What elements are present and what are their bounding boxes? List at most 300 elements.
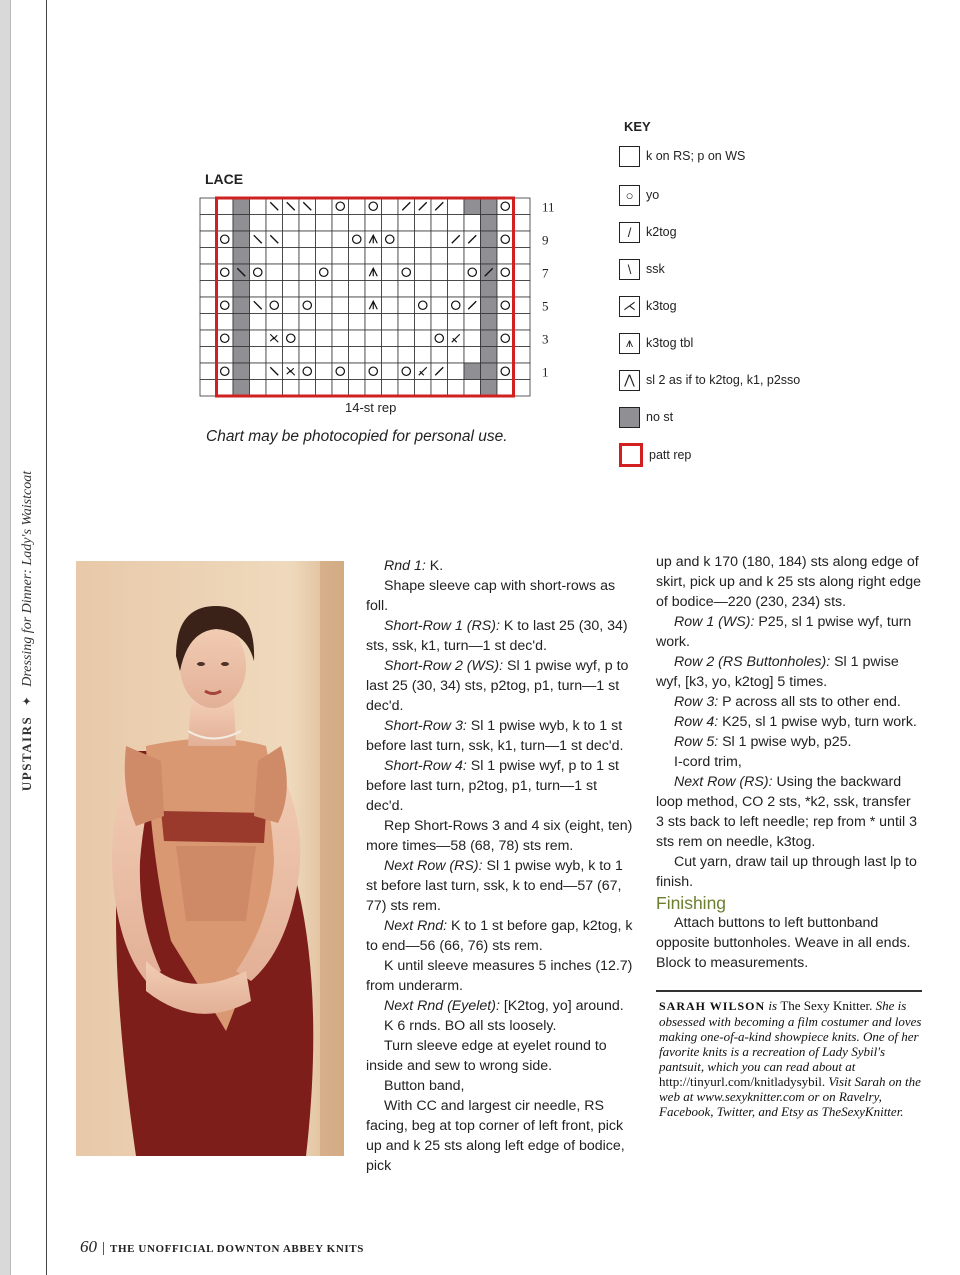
key-symbol	[619, 146, 640, 167]
chart-cell	[415, 281, 432, 298]
chart-cell	[415, 264, 432, 281]
chart-cell	[431, 380, 448, 397]
key-label: ssk	[646, 262, 665, 276]
key-symbol	[619, 443, 643, 467]
bio-text: She is obsessed with becoming a film costumer and loves making one-of-a-kind showpiece knits. One of her favorite knits is a recreation of Lady Sybil's pantsuit, which you can read about at	[659, 998, 922, 1074]
chart-cell	[316, 281, 333, 298]
chart-cell	[365, 248, 382, 265]
chart-cell	[217, 380, 234, 397]
chart-rep-label: 14-st rep	[345, 400, 397, 415]
chart-cell	[514, 347, 531, 364]
chart-cell	[316, 248, 333, 265]
chart-cell	[464, 215, 481, 232]
chart-cell	[299, 248, 316, 265]
col2a-paragraph	[656, 712, 922, 732]
chart-cell	[514, 314, 531, 331]
col2a-paragraph	[656, 852, 922, 892]
chart-cell	[514, 248, 531, 265]
chart-cell	[497, 347, 514, 364]
key-item	[619, 183, 659, 207]
paragraph-text: K.	[425, 558, 444, 574]
chart-cell	[514, 297, 531, 314]
bio-url: http://tinyurl.com/knitladysybil.	[659, 1074, 826, 1089]
col1-paragraph	[366, 1036, 634, 1076]
chart-row-number: 11	[542, 199, 555, 215]
key-item	[619, 331, 693, 355]
bio-title: The Sexy Knitter.	[780, 998, 873, 1013]
paragraph-text: Sl 1 pwise wyf, p to last 25 (30, 34) sts, p2tog, p1, turn—1 st dec'd.	[366, 658, 629, 714]
chart-cell	[200, 380, 217, 397]
paragraph-text: Turn sleeve edge at eyelet round to inside and sew to wrong side.	[366, 1038, 607, 1074]
chart-cell	[431, 215, 448, 232]
chart-cell	[283, 330, 300, 347]
chart-cell	[349, 314, 366, 331]
col2a-paragraph	[656, 652, 922, 692]
chart-cell	[299, 281, 316, 298]
chart-cell	[332, 297, 349, 314]
chart-cell	[382, 264, 399, 281]
chart-cell	[283, 231, 300, 248]
chart-cell	[398, 347, 415, 364]
chart-nost-cell	[233, 231, 250, 248]
chart-nost-cell	[464, 363, 481, 380]
chart-cell	[448, 347, 465, 364]
chart-cell	[217, 363, 234, 380]
chart-cell	[431, 264, 448, 281]
chart-cell	[464, 281, 481, 298]
chart-cell	[332, 314, 349, 331]
chart-cell	[497, 297, 514, 314]
chart-cell	[398, 248, 415, 265]
chart-row-number: 1	[542, 364, 549, 380]
chart-cell	[283, 380, 300, 397]
finishing-text: Attach buttons to left buttonband opposite buttonholes. Weave in all ends. Block to measurements.	[656, 915, 911, 971]
chart-cell	[431, 248, 448, 265]
chart-cell	[497, 264, 514, 281]
chart-cell	[250, 380, 267, 397]
chart-cell	[415, 380, 432, 397]
chart-cell	[316, 264, 333, 281]
paragraph-text: Cut yarn, draw tail up through last lp to finish.	[656, 854, 917, 890]
chart-cell	[217, 347, 234, 364]
key-title: KEY	[624, 119, 651, 134]
chart-cell	[217, 314, 234, 331]
finishing-heading: Finishing	[656, 893, 727, 913]
chart-cell	[299, 363, 316, 380]
chart-cell	[332, 347, 349, 364]
chart-cell	[497, 248, 514, 265]
chart-cell	[365, 215, 382, 232]
chart-cell	[398, 330, 415, 347]
chart-cell	[382, 347, 399, 364]
key-item	[619, 144, 745, 168]
chart-row-number: 3	[542, 331, 549, 347]
paragraph-lead: Short-Row 3:	[384, 718, 467, 734]
col2a-paragraph	[656, 732, 922, 752]
paragraph-lead: Next Row (RS):	[384, 858, 483, 874]
chart-cell	[250, 248, 267, 265]
chart-cell	[233, 215, 250, 232]
chart-cell	[448, 198, 465, 215]
chart-cell	[349, 330, 366, 347]
instructions-column-2	[656, 552, 922, 973]
chart-cell	[349, 297, 366, 314]
chart-cell	[332, 248, 349, 265]
chart-cell	[217, 281, 234, 298]
col2a-paragraph	[656, 612, 922, 652]
key-item	[619, 443, 691, 467]
key-label: k3tog tbl	[646, 336, 694, 350]
paragraph-lead: Row 2 (RS Buttonholes):	[674, 654, 831, 670]
key-label: yo	[646, 188, 660, 202]
bio-text-2: Visit Sarah on the web at www.sexyknitter.com or on Ravelry, Facebook, Twitter, and Etsy as TheSexyKnitter.	[659, 1074, 921, 1119]
chart-cell	[200, 330, 217, 347]
chart-cell	[365, 363, 382, 380]
chart-cell	[382, 297, 399, 314]
chart-cell	[497, 330, 514, 347]
paragraph-text: K to last 25 (30, 34) sts, ssk, k1, turn—1 st dec'd.	[366, 618, 628, 654]
chart-cell	[316, 215, 333, 232]
chart-cell	[200, 314, 217, 331]
chart-cell	[349, 248, 366, 265]
chart-cell	[398, 380, 415, 397]
paragraph-text: K25, sl 1 pwise wyb, turn work.	[718, 714, 917, 730]
paragraph-lead: Row 3:	[674, 694, 719, 710]
col1-paragraph	[366, 1076, 634, 1096]
chart-title: LACE	[205, 171, 244, 187]
paragraph-text: Sl 1 pwise wyf, [k3, yo, k2tog] 5 times.	[656, 654, 899, 690]
chart-cell	[349, 231, 366, 248]
key-label: sl 2 as if to k2tog, k1, p2sso	[646, 373, 801, 387]
chart-cell	[266, 281, 283, 298]
chart-cell	[481, 215, 498, 232]
paragraph-lead: Row 4:	[674, 714, 719, 730]
chart-cell	[316, 347, 333, 364]
paragraph-text: Sl 1 pwise wyb, k to 1 st before last turn, ssk, k1, turn—1 st dec'd.	[366, 718, 624, 754]
paragraph-lead: Row 5:	[674, 734, 719, 750]
chart-cell	[448, 297, 465, 314]
key-label: patt rep	[649, 448, 692, 462]
chart-cell	[283, 347, 300, 364]
col1-paragraph	[366, 656, 634, 716]
chart-cell	[497, 281, 514, 298]
chart-cell	[398, 363, 415, 380]
chart-cell	[382, 231, 399, 248]
page-number: 60	[80, 1237, 97, 1256]
chart-cell	[415, 347, 432, 364]
chart-cell	[365, 281, 382, 298]
chart-cell	[299, 314, 316, 331]
chart-cell	[497, 215, 514, 232]
chart-cell	[398, 215, 415, 232]
paragraph-lead: Rnd 1:	[384, 558, 426, 574]
chart-cell	[332, 264, 349, 281]
chart-cell	[316, 314, 333, 331]
chart-cell	[200, 347, 217, 364]
chart-cell	[514, 380, 531, 397]
key-symbol: ⋀	[619, 370, 640, 391]
chart-cell	[398, 231, 415, 248]
paragraph-text: P across all sts to other end.	[718, 694, 901, 710]
chart-cell	[464, 248, 481, 265]
key-item	[619, 257, 665, 281]
chart-cell	[448, 215, 465, 232]
chart-cell	[200, 198, 217, 215]
paragraph-lead: Next Row (RS):	[674, 774, 773, 790]
page-binding	[0, 0, 11, 1275]
bio-rule	[656, 990, 922, 992]
chart-cell	[415, 330, 432, 347]
paragraph-text: K to 1 st before gap, k2tog, k to end—56 (66, 76) sts rem.	[366, 918, 633, 954]
chart-cell	[415, 314, 432, 331]
col2a-paragraph	[656, 752, 922, 772]
key-symbol	[619, 407, 640, 428]
chart-cell	[448, 264, 465, 281]
chart-cell	[448, 248, 465, 265]
paragraph-text: [K2tog, yo] around.	[499, 998, 624, 1014]
chart-cell	[481, 198, 498, 215]
page-footer	[80, 1237, 364, 1257]
chart-cell	[431, 231, 448, 248]
paragraph-lead: Short-Row 1 (RS):	[384, 618, 500, 634]
chart-cell	[481, 380, 498, 397]
col1-paragraph	[366, 716, 634, 756]
key-item	[619, 405, 673, 429]
paragraph-text: With CC and largest cir needle, RS facing, beg at top corner of left front, pick up and k 25 sts along left edge of bodice, pick	[366, 1098, 625, 1174]
col1-paragraph	[366, 576, 634, 616]
chart-cell	[514, 264, 531, 281]
paragraph-text: up and k 170 (180, 184) sts along edge of skirt, pick up and k 25 sts along right edge of bodice—220 (230, 234) sts.	[656, 554, 921, 610]
chart-nost-cell	[233, 363, 250, 380]
paragraph-text: K until sleeve measures 5 inches (12.7) from underarm.	[366, 958, 633, 994]
chart-cell	[349, 215, 366, 232]
section-subtitle: Dressing for Dinner: Lady's Waistcoat	[20, 470, 35, 687]
chart-cell	[316, 363, 333, 380]
chart-cell	[382, 281, 399, 298]
chart-cell	[250, 314, 267, 331]
chart-cell	[332, 281, 349, 298]
chart-cell	[283, 264, 300, 281]
chart-cell	[448, 314, 465, 331]
footer-bar: |	[102, 1240, 106, 1256]
chart-cell	[283, 215, 300, 232]
paragraph-text: Sl 1 pwise wyb, p25.	[718, 734, 852, 750]
chart-cell	[481, 363, 498, 380]
chart-cell	[514, 215, 531, 232]
paragraph-lead: Short-Row 2 (WS):	[384, 658, 504, 674]
paragraph-text: I-cord trim,	[674, 754, 742, 770]
separator-glyph: ✦	[20, 696, 34, 707]
chart-cell	[464, 347, 481, 364]
chart-nost-cell	[481, 231, 498, 248]
chart-cell	[332, 198, 349, 215]
col1-paragraph	[366, 1096, 634, 1176]
chart-cell	[398, 281, 415, 298]
chart-cell	[497, 231, 514, 248]
chart-cell	[481, 347, 498, 364]
chart-cell	[250, 363, 267, 380]
chart-cell	[349, 363, 366, 380]
chart-cell	[349, 198, 366, 215]
chart-cell	[217, 330, 234, 347]
chart-cell	[514, 231, 531, 248]
chart-cell	[316, 297, 333, 314]
chart-cell	[448, 380, 465, 397]
chart-cell	[283, 281, 300, 298]
chart-cell	[349, 281, 366, 298]
chart-cell	[398, 297, 415, 314]
bio-is: is	[765, 998, 781, 1013]
lace-chart	[198, 196, 555, 401]
chart-cell	[332, 215, 349, 232]
chart-cell	[250, 347, 267, 364]
chart-cell	[497, 363, 514, 380]
chart-cell	[464, 380, 481, 397]
designer-bio	[659, 998, 924, 1119]
chart-cell	[382, 363, 399, 380]
chart-row-number: 7	[542, 265, 549, 281]
chart-cell	[250, 281, 267, 298]
key-label: k3tog	[646, 299, 677, 313]
book-title: THE UNOFFICIAL DOWNTON ABBEY KNITS	[110, 1243, 364, 1255]
chart-cell	[283, 314, 300, 331]
key-label: no st	[646, 410, 674, 424]
paragraph-text: Using the backward loop method, CO 2 sts, *k2, ssk, transfer 3 sts back to left needle; rep from * until 3 sts rem on needle, k3tog.	[656, 774, 918, 850]
chart-cell	[266, 264, 283, 281]
chart-cell	[514, 198, 531, 215]
chart-cell	[464, 314, 481, 331]
chart-cell	[266, 347, 283, 364]
chart-cell	[299, 215, 316, 232]
chart-cell	[497, 380, 514, 397]
chart-cell	[448, 281, 465, 298]
chart-cell	[283, 248, 300, 265]
col1-paragraph	[366, 816, 634, 856]
chart-cell	[332, 330, 349, 347]
paragraph-text: Sl 1 pwise wyb, k to 1 st before last turn, ssk, k to end—57 (67, 77) sts rem.	[366, 858, 623, 914]
key-label: k2tog	[646, 225, 677, 239]
paragraph-lead: Next Rnd (Eyelet):	[384, 998, 500, 1014]
col1-paragraph	[366, 616, 634, 656]
paragraph-text: Sl 1 pwise wyf, p to 1 st before last turn, p2tog, p1, turn—1 st dec'd.	[366, 758, 619, 814]
section-label: UPSTAIRS	[19, 715, 34, 792]
chart-cell	[415, 215, 432, 232]
chart-cell	[233, 248, 250, 265]
chart-cell	[382, 198, 399, 215]
chart-nost-cell	[233, 330, 250, 347]
chart-cell	[481, 281, 498, 298]
chart-cell	[316, 198, 333, 215]
paragraph-text: Button band,	[384, 1078, 465, 1094]
chart-cell	[250, 198, 267, 215]
chart-nost-cell	[233, 198, 250, 215]
key-item	[619, 220, 677, 244]
bio-name: SARAH WILSON	[659, 999, 766, 1013]
key-symbol: ⋌	[619, 296, 640, 317]
chart-nost-cell	[233, 297, 250, 314]
chart-cell	[398, 264, 415, 281]
chart-cell	[299, 347, 316, 364]
chart-cell	[266, 248, 283, 265]
chart-cell	[349, 264, 366, 281]
chart-nost-cell	[464, 198, 481, 215]
chart-cell	[365, 330, 382, 347]
instructions-column-1	[366, 556, 634, 1176]
running-head	[19, 371, 41, 891]
chart-cell	[382, 330, 399, 347]
chart-cell	[250, 330, 267, 347]
chart-cell	[200, 231, 217, 248]
key-label: k on RS; p on WS	[646, 149, 746, 163]
chart-cell	[382, 314, 399, 331]
chart-cell	[431, 314, 448, 331]
chart-cell	[200, 297, 217, 314]
col1-paragraph	[366, 556, 634, 576]
chart-cell	[415, 231, 432, 248]
chart-cell	[233, 347, 250, 364]
key-symbol: ○	[619, 185, 640, 206]
chart-cell	[365, 380, 382, 397]
chart-cell	[415, 248, 432, 265]
chart-cell	[431, 347, 448, 364]
paragraph-lead: Short-Row 4:	[384, 758, 467, 774]
chart-cell	[365, 347, 382, 364]
col2a-paragraph	[656, 772, 922, 852]
col1-paragraph	[366, 856, 634, 916]
key-symbol: ⩚	[619, 333, 640, 354]
col1-paragraph	[366, 996, 634, 1016]
chart-cell	[233, 281, 250, 298]
key-symbol: /	[619, 222, 640, 243]
paragraph-lead: Row 1 (WS):	[674, 614, 755, 630]
chart-cell	[299, 330, 316, 347]
chart-cell	[464, 264, 481, 281]
chart-row-number: 5	[542, 298, 549, 314]
chart-cell	[299, 297, 316, 314]
chart-cell	[514, 330, 531, 347]
col2a-paragraph	[656, 692, 922, 712]
chart-cell	[266, 215, 283, 232]
chart-cell	[299, 231, 316, 248]
col1-paragraph	[366, 756, 634, 816]
chart-note: Chart may be photocopied for personal use.	[206, 428, 508, 445]
col2a-paragraph	[656, 552, 922, 612]
chart-cell	[464, 330, 481, 347]
chart-cell	[349, 380, 366, 397]
chart-cell	[283, 297, 300, 314]
chart-cell	[365, 314, 382, 331]
paragraph-text: K 6 rnds. BO all sts loosely.	[384, 1018, 557, 1034]
chart-cell	[497, 314, 514, 331]
chart-cell	[514, 363, 531, 380]
chart-cell	[200, 264, 217, 281]
chart-cell	[266, 380, 283, 397]
key-item	[619, 368, 800, 392]
chart-cell	[217, 264, 234, 281]
chart-cell	[299, 264, 316, 281]
chart-cell	[200, 281, 217, 298]
chart-cell	[448, 363, 465, 380]
chart-cell	[299, 380, 316, 397]
chart-cell	[316, 231, 333, 248]
chart-cell	[217, 297, 234, 314]
col1-paragraph	[366, 916, 634, 956]
chart-nost-cell	[481, 330, 498, 347]
col1-paragraph	[366, 1016, 634, 1036]
paragraph-text: P25, sl 1 pwise wyf, turn work.	[656, 614, 912, 650]
chart-cell	[431, 330, 448, 347]
model-photo	[76, 561, 344, 1156]
